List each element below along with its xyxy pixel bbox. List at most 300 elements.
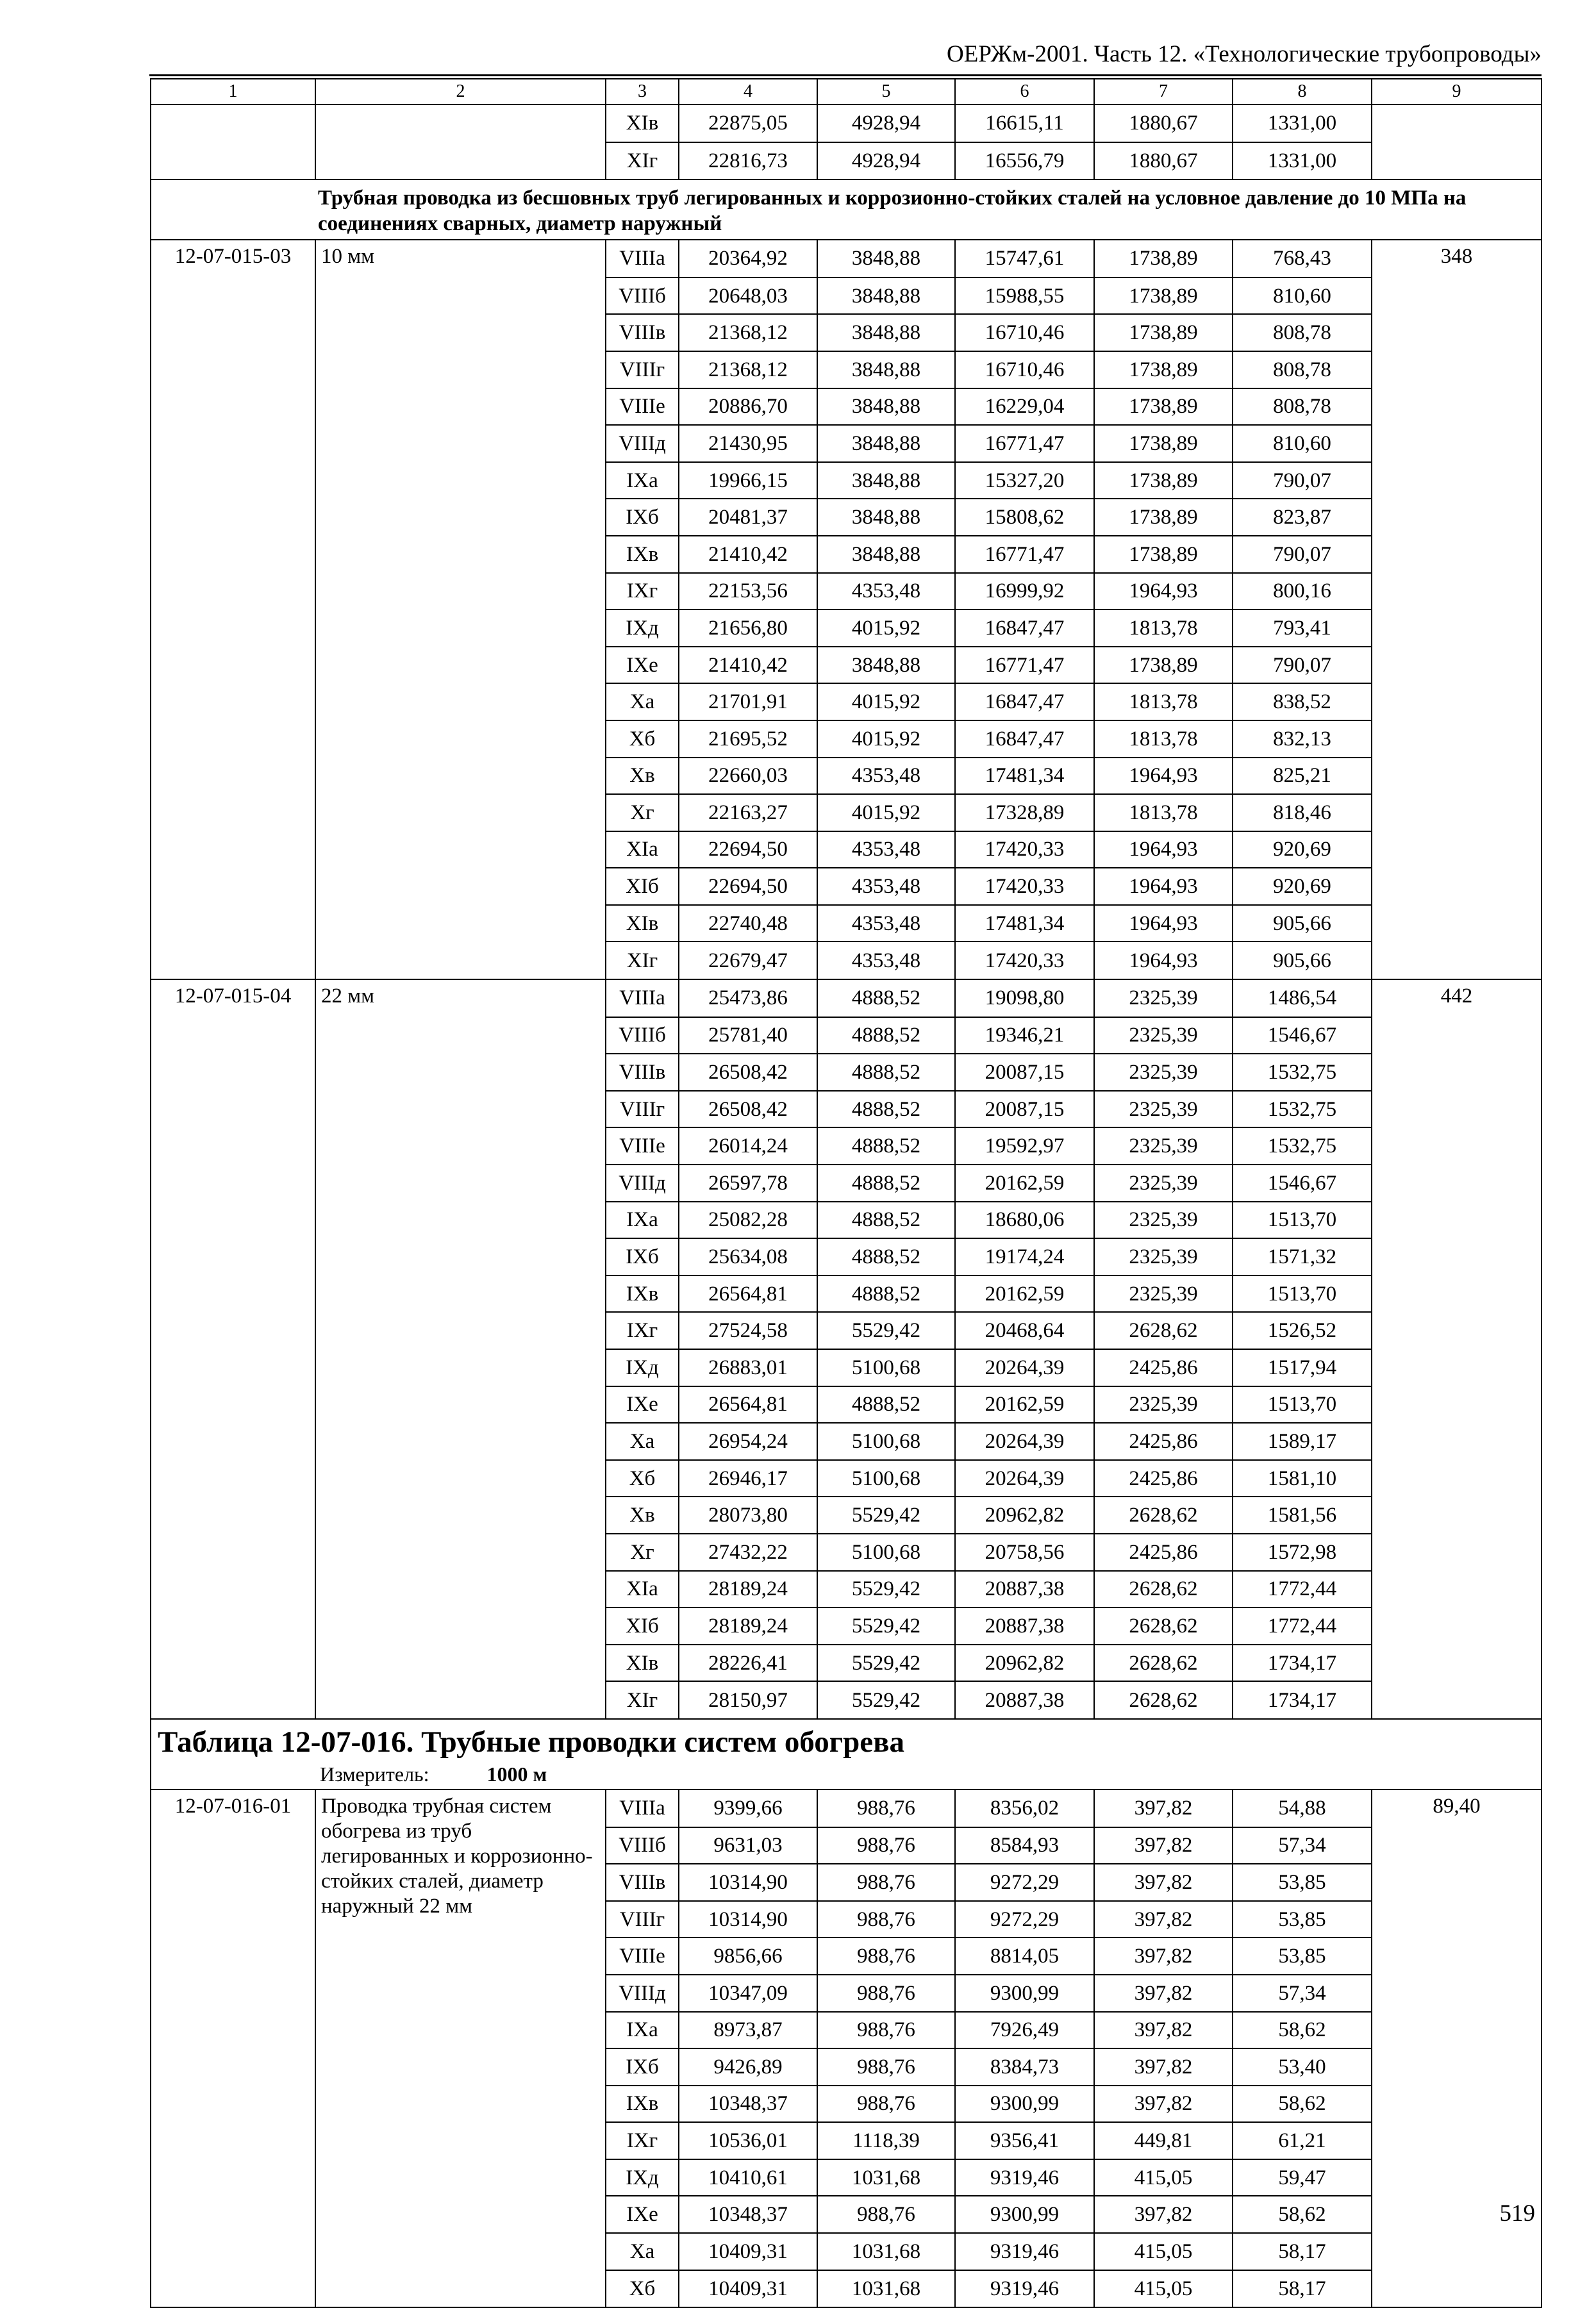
grade-cell: IXг	[606, 573, 679, 610]
materials-cell: 61,21	[1233, 2122, 1372, 2159]
materials-cell: 58,17	[1233, 2270, 1372, 2308]
materials-cell: 58,17	[1233, 2233, 1372, 2270]
wages-cell: 988,76	[817, 2012, 955, 2049]
wages-cell: 3848,88	[817, 647, 955, 684]
col9-cell	[1372, 573, 1542, 610]
total-cell: 26564,81	[679, 1386, 817, 1424]
grade-cell: VIIIа	[606, 1789, 679, 1827]
machines-cell: 8384,73	[955, 2048, 1094, 2086]
wages-cell: 3848,88	[817, 499, 955, 536]
col9-cell	[1372, 278, 1542, 315]
total-cell: 25473,86	[679, 979, 817, 1017]
machinist-wages-cell: 397,82	[1094, 1864, 1233, 1901]
col9-cell	[1372, 2086, 1542, 2123]
machines-cell: 16615,11	[955, 104, 1094, 142]
machinist-wages-cell: 1738,89	[1094, 536, 1233, 573]
table-title-cell	[151, 1719, 1542, 1789]
machines-cell: 20087,15	[955, 1054, 1094, 1091]
machines-cell: 15988,55	[955, 278, 1094, 315]
table-row	[151, 1497, 1542, 1534]
machinist-wages-cell: 1813,78	[1094, 720, 1233, 758]
machines-cell: 20264,39	[955, 1460, 1094, 1497]
table-row	[151, 1607, 1542, 1645]
column-number: 5	[817, 79, 955, 104]
machines-cell: 8814,05	[955, 1938, 1094, 1975]
materials-cell: 1546,67	[1233, 1017, 1372, 1054]
name-cell	[315, 104, 606, 142]
code-cell	[151, 758, 315, 795]
total-cell: 10314,90	[679, 1864, 817, 1901]
total-cell: 26946,17	[679, 1460, 817, 1497]
code-cell	[151, 831, 315, 868]
grade-cell: Xб	[606, 720, 679, 758]
table-row	[151, 979, 1542, 1017]
grade-cell: IXб	[606, 2048, 679, 2086]
grade-cell: VIIIв	[606, 1864, 679, 1901]
wages-cell: 988,76	[817, 1827, 955, 1864]
machinist-wages-cell: 397,82	[1094, 2012, 1233, 2049]
name-cell	[315, 1607, 606, 1645]
col9-cell	[1372, 2012, 1542, 2049]
col9-cell	[1372, 1312, 1542, 1349]
col9-cell	[1372, 2048, 1542, 2086]
table-row	[151, 758, 1542, 795]
materials-cell: 790,07	[1233, 647, 1372, 684]
name-cell	[315, 1681, 606, 1719]
table-row	[151, 2159, 1542, 2196]
total-cell: 21410,42	[679, 536, 817, 573]
machines-cell: 9300,99	[955, 2196, 1094, 2233]
wages-cell: 4888,52	[817, 1127, 955, 1165]
name-cell	[315, 142, 606, 180]
total-cell: 21410,42	[679, 647, 817, 684]
col9-cell	[1372, 1827, 1542, 1864]
materials-cell: 920,69	[1233, 831, 1372, 868]
materials-cell: 53,85	[1233, 1901, 1372, 1938]
table-row	[151, 499, 1542, 536]
grade-cell: XIа	[606, 1571, 679, 1608]
machines-cell: 17420,33	[955, 831, 1094, 868]
total-cell: 26954,24	[679, 1423, 817, 1460]
grade-cell: VIIIд	[606, 1165, 679, 1202]
code-cell	[151, 647, 315, 684]
grade-cell: Xа	[606, 683, 679, 720]
table-heading: Таблица 12-07-016. Трубные проводки систем обогрева	[158, 1725, 904, 1759]
name-cell	[315, 2048, 606, 2086]
table-row	[151, 1938, 1542, 1975]
table-row	[151, 351, 1542, 388]
col9-cell	[1372, 683, 1542, 720]
document-header: ОЕРЖм-2001. Часть 12. «Технологические трубопроводы»	[947, 41, 1542, 67]
machinist-wages-cell: 1738,89	[1094, 314, 1233, 351]
machinist-wages-cell: 2425,86	[1094, 1534, 1233, 1571]
item-description: Проводка трубная систем обогрева из труб легированных и коррозионно-стойких сталей, диаметр наружный 22 мм	[321, 1794, 593, 1918]
table-row	[151, 314, 1542, 351]
machinist-wages-cell: 397,82	[1094, 1827, 1233, 1864]
code-cell	[151, 1460, 315, 1497]
machines-cell: 17481,34	[955, 758, 1094, 795]
name-cell	[315, 388, 606, 426]
table-title-row	[151, 1719, 1542, 1789]
col9-cell	[1372, 1938, 1542, 1975]
machines-cell: 16771,47	[955, 536, 1094, 573]
materials-cell: 1517,94	[1233, 1349, 1372, 1386]
machinist-wages-cell: 1880,67	[1094, 142, 1233, 180]
total-cell: 10348,37	[679, 2196, 817, 2233]
total-cell: 22163,27	[679, 794, 817, 831]
grade-cell: VIIIд	[606, 425, 679, 462]
grade-cell: VIIIв	[606, 314, 679, 351]
materials-cell: 59,47	[1233, 2159, 1372, 2196]
grade-cell: IXб	[606, 499, 679, 536]
name-cell	[315, 314, 606, 351]
total-cell: 21656,80	[679, 610, 817, 647]
grade-cell: VIIIг	[606, 1901, 679, 1938]
materials-cell: 1546,67	[1233, 1165, 1372, 1202]
code-cell: 12-07-016-01	[151, 1789, 315, 1827]
total-cell: 10536,01	[679, 2122, 817, 2159]
col9-cell: 442	[1372, 979, 1542, 1017]
materials-cell: 920,69	[1233, 868, 1372, 905]
code-cell	[151, 1864, 315, 1901]
grade-cell: XIв	[606, 905, 679, 942]
col9-cell	[1372, 1091, 1542, 1128]
grade-cell: XIв	[606, 104, 679, 142]
machinist-wages-cell: 415,05	[1094, 2270, 1233, 2308]
wages-cell: 988,76	[817, 1864, 955, 1901]
name-cell	[315, 2196, 606, 2233]
machinist-wages-cell: 2325,39	[1094, 1386, 1233, 1424]
table-row	[151, 1165, 1542, 1202]
wages-cell: 3848,88	[817, 388, 955, 426]
machinist-wages-cell: 415,05	[1094, 2233, 1233, 2270]
grade-cell: XIг	[606, 142, 679, 180]
col9-cell	[1372, 314, 1542, 351]
col9-cell	[1372, 2122, 1542, 2159]
total-cell: 26597,78	[679, 1165, 817, 1202]
name-cell	[315, 1202, 606, 1239]
machinist-wages-cell: 1813,78	[1094, 683, 1233, 720]
name-cell	[315, 2233, 606, 2270]
materials-cell: 1526,52	[1233, 1312, 1372, 1349]
name-cell	[315, 1423, 606, 1460]
machines-cell: 8584,93	[955, 1827, 1094, 1864]
machinist-wages-cell: 2425,86	[1094, 1460, 1233, 1497]
table-row	[151, 1091, 1542, 1128]
col9-cell	[1372, 610, 1542, 647]
wages-cell: 3848,88	[817, 536, 955, 573]
machines-cell: 16847,47	[955, 683, 1094, 720]
wages-cell: 4888,52	[817, 1238, 955, 1275]
machines-cell: 20758,56	[955, 1534, 1094, 1571]
machines-cell: 20264,39	[955, 1349, 1094, 1386]
table-row	[151, 1534, 1542, 1571]
code-cell	[151, 536, 315, 573]
grade-cell: IXд	[606, 1349, 679, 1386]
machines-cell: 9300,99	[955, 1975, 1094, 2012]
grade-cell: IXе	[606, 1386, 679, 1424]
materials-cell: 768,43	[1233, 240, 1372, 278]
table-row	[151, 868, 1542, 905]
wages-cell: 5100,68	[817, 1423, 955, 1460]
machines-cell: 19098,80	[955, 979, 1094, 1017]
machinist-wages-cell: 2425,86	[1094, 1423, 1233, 1460]
table-row	[151, 142, 1542, 180]
table-row	[151, 683, 1542, 720]
machinist-wages-cell: 2628,62	[1094, 1312, 1233, 1349]
total-cell: 22816,73	[679, 142, 817, 180]
code-cell	[151, 499, 315, 536]
code-cell	[151, 1645, 315, 1682]
machinist-wages-cell: 1964,93	[1094, 831, 1233, 868]
machines-cell: 20162,59	[955, 1275, 1094, 1313]
machinist-wages-cell: 449,81	[1094, 2122, 1233, 2159]
code-cell	[151, 683, 315, 720]
wages-cell: 988,76	[817, 1938, 955, 1975]
total-cell: 9631,03	[679, 1827, 817, 1864]
table-row	[151, 610, 1542, 647]
code-cell	[151, 610, 315, 647]
grade-cell: VIIIг	[606, 1091, 679, 1128]
col9-cell	[1372, 1165, 1542, 1202]
machinist-wages-cell: 2425,86	[1094, 1349, 1233, 1386]
total-cell: 20648,03	[679, 278, 817, 315]
grade-cell: XIг	[606, 942, 679, 979]
machines-cell: 16229,04	[955, 388, 1094, 426]
code-cell	[151, 388, 315, 426]
code-cell	[151, 1091, 315, 1128]
col9-cell	[1372, 1202, 1542, 1239]
total-cell: 21368,12	[679, 351, 817, 388]
col9-cell	[1372, 1238, 1542, 1275]
code-cell	[151, 1275, 315, 1313]
materials-cell: 800,16	[1233, 573, 1372, 610]
code-cell	[151, 1901, 315, 1938]
code-cell	[151, 1127, 315, 1165]
total-cell: 26508,42	[679, 1091, 817, 1128]
name-cell	[315, 758, 606, 795]
grade-cell: IXг	[606, 1312, 679, 1349]
table-row	[151, 2233, 1542, 2270]
column-number: 2	[315, 79, 606, 104]
wages-cell: 3848,88	[817, 278, 955, 315]
table-row	[151, 831, 1542, 868]
total-cell: 8973,87	[679, 2012, 817, 2049]
wages-cell: 988,76	[817, 1789, 955, 1827]
grade-cell: IXе	[606, 2196, 679, 2233]
machines-cell: 16556,79	[955, 142, 1094, 180]
machines-cell: 15747,61	[955, 240, 1094, 278]
wages-cell: 5529,42	[817, 1497, 955, 1534]
grade-cell: IXа	[606, 1202, 679, 1239]
rates-table	[150, 78, 1542, 2308]
machines-cell: 15327,20	[955, 462, 1094, 499]
col9-cell	[1372, 2159, 1542, 2196]
machines-cell: 17420,33	[955, 942, 1094, 979]
grade-cell: IXв	[606, 536, 679, 573]
name-cell	[315, 573, 606, 610]
col9-cell	[1372, 794, 1542, 831]
machines-cell: 16771,47	[955, 647, 1094, 684]
total-cell: 22875,05	[679, 104, 817, 142]
code-cell	[151, 794, 315, 831]
header-rule	[149, 74, 1542, 76]
materials-cell: 1486,54	[1233, 979, 1372, 1017]
table-row	[151, 1386, 1542, 1424]
code-cell	[151, 1386, 315, 1424]
total-cell: 22694,50	[679, 831, 817, 868]
wages-cell: 4353,48	[817, 573, 955, 610]
code-cell	[151, 905, 315, 942]
name-cell	[315, 1460, 606, 1497]
col9-cell	[1372, 1460, 1542, 1497]
materials-cell: 58,62	[1233, 2012, 1372, 2049]
machines-cell: 17481,34	[955, 905, 1094, 942]
section-title-row	[151, 179, 1542, 240]
col9-cell	[1372, 720, 1542, 758]
wages-cell: 4353,48	[817, 868, 955, 905]
wages-cell: 4353,48	[817, 758, 955, 795]
machinist-wages-cell: 1738,89	[1094, 425, 1233, 462]
measure-label: Измеритель:	[320, 1762, 429, 1786]
machinist-wages-cell: 1738,89	[1094, 240, 1233, 278]
total-cell: 10409,31	[679, 2233, 817, 2270]
grade-cell: Xг	[606, 1534, 679, 1571]
wages-cell: 1118,39	[817, 2122, 955, 2159]
name-cell	[315, 905, 606, 942]
machines-cell: 20162,59	[955, 1165, 1094, 1202]
total-cell: 9856,66	[679, 1938, 817, 1975]
name-cell	[315, 1017, 606, 1054]
machines-cell: 17420,33	[955, 868, 1094, 905]
name-cell	[315, 462, 606, 499]
machinist-wages-cell: 1738,89	[1094, 278, 1233, 315]
machinist-wages-cell: 1964,93	[1094, 758, 1233, 795]
rates-table-body	[151, 79, 1542, 2307]
table-row	[151, 536, 1542, 573]
materials-cell: 808,78	[1233, 314, 1372, 351]
materials-cell: 1734,17	[1233, 1681, 1372, 1719]
wages-cell: 1031,68	[817, 2270, 955, 2308]
table-row	[151, 794, 1542, 831]
name-cell	[315, 1497, 606, 1534]
table-row	[151, 1312, 1542, 1349]
machines-cell: 7926,49	[955, 2012, 1094, 2049]
machines-cell: 16771,47	[955, 425, 1094, 462]
wages-cell: 4888,52	[817, 1054, 955, 1091]
machines-cell: 16847,47	[955, 720, 1094, 758]
machinist-wages-cell: 397,82	[1094, 2086, 1233, 2123]
name-cell	[315, 794, 606, 831]
table-row	[151, 1681, 1542, 1719]
col9-cell	[1372, 1975, 1542, 2012]
machinist-wages-cell: 2628,62	[1094, 1645, 1233, 1682]
col9-cell	[1372, 1901, 1542, 1938]
table-row	[151, 905, 1542, 942]
materials-cell: 1513,70	[1233, 1386, 1372, 1424]
wages-cell: 5529,42	[817, 1645, 955, 1682]
grade-cell: VIIIе	[606, 1938, 679, 1975]
code-cell	[151, 573, 315, 610]
wages-cell: 988,76	[817, 2086, 955, 2123]
materials-cell: 823,87	[1233, 499, 1372, 536]
code-cell	[151, 2122, 315, 2159]
materials-cell: 1581,56	[1233, 1497, 1372, 1534]
machines-cell: 17328,89	[955, 794, 1094, 831]
table-row	[151, 942, 1542, 979]
table-row	[151, 2196, 1542, 2233]
machines-cell: 9319,46	[955, 2159, 1094, 2196]
total-cell: 10348,37	[679, 2086, 817, 2123]
code-cell	[151, 1423, 315, 1460]
code-cell	[151, 1607, 315, 1645]
wages-cell: 5529,42	[817, 1681, 955, 1719]
wages-cell: 4353,48	[817, 942, 955, 979]
grade-cell: IXб	[606, 1238, 679, 1275]
name-cell	[315, 2159, 606, 2196]
col9-cell	[1372, 758, 1542, 795]
name-cell	[315, 831, 606, 868]
machines-cell: 20468,64	[955, 1312, 1094, 1349]
machinist-wages-cell: 397,82	[1094, 2196, 1233, 2233]
wages-cell: 4888,52	[817, 1386, 955, 1424]
wages-cell: 1031,68	[817, 2233, 955, 2270]
col9-cell	[1372, 942, 1542, 979]
machinist-wages-cell: 2325,39	[1094, 1054, 1233, 1091]
wages-cell: 4015,92	[817, 610, 955, 647]
total-cell: 10314,90	[679, 1901, 817, 1938]
materials-cell: 808,78	[1233, 388, 1372, 426]
machinist-wages-cell: 397,82	[1094, 1789, 1233, 1827]
wages-cell: 5100,68	[817, 1460, 955, 1497]
materials-cell: 1572,98	[1233, 1534, 1372, 1571]
grade-cell: Xа	[606, 2233, 679, 2270]
code-cell	[151, 1681, 315, 1719]
machinist-wages-cell: 397,82	[1094, 2048, 1233, 2086]
total-cell: 28189,24	[679, 1571, 817, 1608]
materials-cell: 810,60	[1233, 425, 1372, 462]
table-row	[151, 1349, 1542, 1386]
materials-cell: 832,13	[1233, 720, 1372, 758]
machines-cell: 19592,97	[955, 1127, 1094, 1165]
grade-cell: VIIIб	[606, 1827, 679, 1864]
col9-cell	[1372, 1607, 1542, 1645]
total-cell: 22740,48	[679, 905, 817, 942]
grade-cell: XIв	[606, 1645, 679, 1682]
wages-cell: 988,76	[817, 2048, 955, 2086]
materials-cell: 1331,00	[1233, 104, 1372, 142]
column-number: 6	[955, 79, 1094, 104]
code-cell: 12-07-015-03	[151, 240, 315, 278]
wages-cell: 3848,88	[817, 462, 955, 499]
grade-cell: VIIIг	[606, 351, 679, 388]
wages-cell: 5529,42	[817, 1607, 955, 1645]
machines-cell: 9272,29	[955, 1864, 1094, 1901]
name-cell	[315, 720, 606, 758]
col9-cell	[1372, 2270, 1542, 2308]
machinist-wages-cell: 1813,78	[1094, 610, 1233, 647]
col9-cell	[1372, 1349, 1542, 1386]
table-row	[151, 425, 1542, 462]
grade-cell: VIIIб	[606, 1017, 679, 1054]
col9-cell	[1372, 1497, 1542, 1534]
col9-cell	[1372, 351, 1542, 388]
total-cell: 19966,15	[679, 462, 817, 499]
table-row	[151, 1975, 1542, 2012]
machinist-wages-cell: 1738,89	[1094, 351, 1233, 388]
code-cell	[151, 1312, 315, 1349]
machinist-wages-cell: 2325,39	[1094, 1275, 1233, 1313]
